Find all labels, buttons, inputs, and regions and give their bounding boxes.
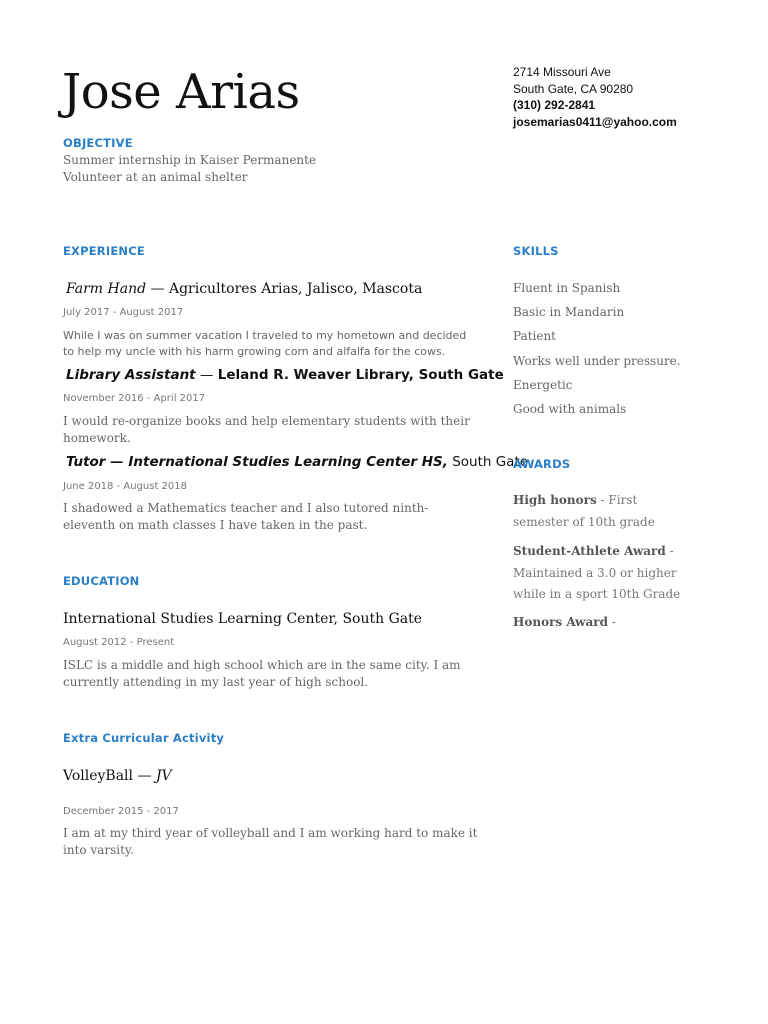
award-description: - <box>607 615 616 629</box>
education-title <box>63 611 422 627</box>
job-title-line <box>66 454 528 470</box>
experience-heading: EXPERIENCE <box>63 244 145 258</box>
school-location: South Gate <box>338 611 423 627</box>
contact-block <box>513 64 677 130</box>
job-separator: — <box>146 281 169 297</box>
job-organization: Leland R. Weaver Library, South Gate <box>217 367 504 383</box>
objective-heading: OBJECTIVE <box>63 136 133 150</box>
award-title: Honors Award <box>513 615 608 629</box>
skill-item: Energetic <box>513 377 573 392</box>
objective-text <box>63 152 316 185</box>
job-description: I would re-organize books and help elementary students with their homework. <box>63 414 470 445</box>
email-address: josemarias0411@yahoo.com <box>513 114 677 129</box>
education-heading: EDUCATION <box>63 574 140 588</box>
award-title: Student-Athlete Award <box>513 544 666 558</box>
school-name: International Studies Learning Center, <box>63 611 339 627</box>
activity-description: I am at my third year of volleyball and I am working hard to make it into varsity. <box>63 826 478 857</box>
objective-line: Summer internship in Kaiser Permanente <box>63 153 317 167</box>
job-separator: — <box>195 367 218 383</box>
job-organization: Agricultores Arias, Jalisco, Mascota <box>168 281 423 297</box>
education-description: ISLC is a middle and high school which are in the same city. I am currently attending in my last year of high school. <box>63 658 461 689</box>
activity-separator: — <box>133 768 156 784</box>
job-title-line <box>66 281 422 297</box>
phone-number: (310) 292-2841 <box>513 98 596 112</box>
objective-line: Volunteer at an animal shelter <box>63 169 248 184</box>
award-description: - First semester of 10th grade <box>513 493 655 529</box>
address-line-1: 2714 Missouri Ave <box>513 65 611 79</box>
activity-name: VolleyBall <box>63 768 133 784</box>
award-description: - Maintained a 3.0 or higher while in a sport 10th Grade <box>513 544 681 601</box>
resume-name: Jose Arias <box>62 64 300 120</box>
job-dates: November 2016 - April 2017 <box>63 393 206 404</box>
job-title-line <box>66 367 504 383</box>
job-organization: South Gate <box>452 454 529 470</box>
award-item <box>513 612 693 634</box>
job-description: I shadowed a Mathematics teacher and I also tutored ninth-eleventh on math classes I have taken in the past. <box>63 501 429 532</box>
skills-list <box>513 280 733 425</box>
skill-item: Fluent in Spanish <box>513 281 621 295</box>
address-line-2: South Gate, CA 90280 <box>513 81 634 96</box>
awards-heading: AWARDS <box>513 457 571 471</box>
job-dates: June 2018 - August 2018 <box>63 481 187 492</box>
activity-dates: December 2015 - 2017 <box>63 806 179 817</box>
job-role: Tutor — International Studies Learning Center HS, <box>66 454 448 470</box>
activity-title <box>63 768 172 784</box>
skill-item: Patient <box>513 329 557 344</box>
activity-level: JV <box>155 768 172 784</box>
skills-heading: SKILLS <box>513 244 559 258</box>
skill-item: Works well under pressure. <box>513 353 681 368</box>
job-role: Farm Hand <box>66 281 147 297</box>
award-title: High honors <box>513 493 597 507</box>
award-item <box>513 490 693 533</box>
job-role: Library Assistant <box>66 367 196 383</box>
job-dates: July 2017 - August 2017 <box>63 307 184 318</box>
education-dates: August 2012 - Present <box>63 637 175 648</box>
skill-item: Good with animals <box>513 401 627 416</box>
job-description: While I was on summer vacation I traveled to my hometown and decided to help my uncle with his harm growing corn and alfalfa for the cows. <box>63 329 467 358</box>
extra-curricular-heading: Extra Curricular Activity <box>63 731 225 745</box>
skill-item: Basic in Mandarin <box>513 305 625 320</box>
award-item <box>513 541 693 606</box>
